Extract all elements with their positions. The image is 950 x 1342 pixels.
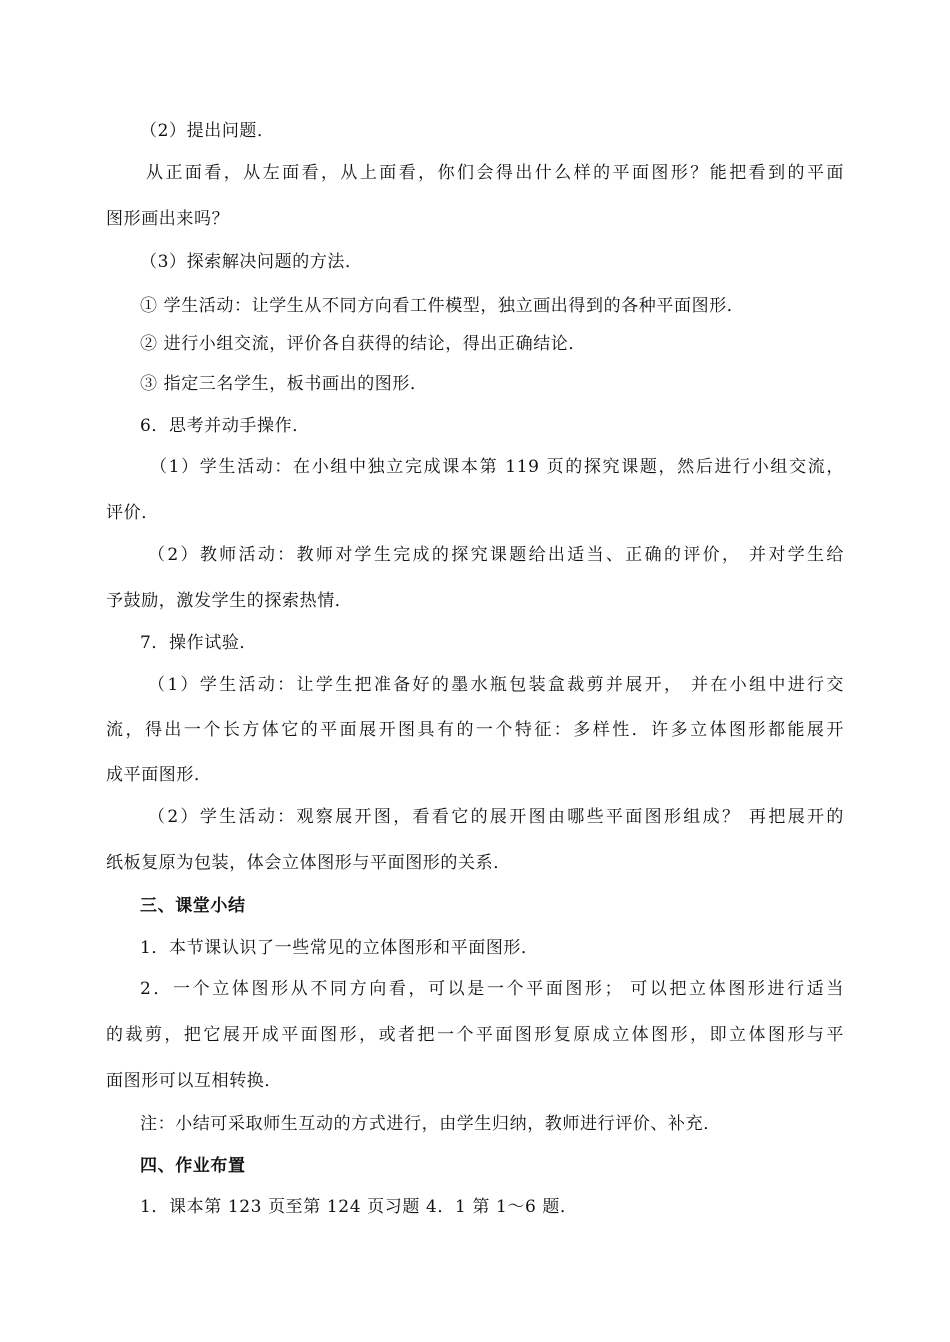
item-6-2-line-2: 予鼓励，激发学生的探索热情．: [106, 591, 353, 611]
summary-item-1: 1．本节课认识了一些常见的立体图形和平面图形．: [140, 938, 539, 958]
step-1-line: ① 学生活动：让学生从不同方向看工件模型，独立画出得到的各种平面图形．: [140, 296, 745, 316]
step-3-line: ③ 指定三名学生，板书画出的图形．: [140, 374, 428, 394]
item-6-2-line-1: （2）教师活动：教师对学生完成的探究课题给出适当、正确的评价， 并对学生给: [148, 545, 844, 565]
question-line-2: 图形画出来吗？: [106, 209, 230, 229]
item-7-1-line-1: （1）学生活动：让学生把准备好的墨水瓶包装盒裁剪并展开， 并在小组中进行交: [148, 675, 844, 695]
para-2-heading: （2）提出问题．: [140, 121, 275, 141]
summary-note: 注：小结可采取师生互动的方式进行，由学生归纳，教师进行评价、补充．: [140, 1114, 721, 1134]
section-7-heading: 7．操作试验．: [140, 633, 258, 653]
summary-item-2-line-3: 面图形可以互相转换．: [106, 1071, 282, 1091]
para-3-heading: （3）探索解决问题的方法．: [140, 252, 363, 272]
step-2-line: ② 进行小组交流，评价各自获得的结论，得出正确结论．: [140, 334, 587, 354]
item-7-2-line-2: 纸板复原为包装，体会立体图形与平面图形的关系．: [106, 853, 511, 873]
summary-heading: 三、课堂小结: [140, 896, 246, 916]
section-6-heading: 6．思考并动手操作．: [140, 416, 310, 436]
item-7-1-line-3: 成平面图形．: [106, 765, 212, 785]
item-6-1-line-2: 评价．: [106, 503, 159, 523]
homework-item-1: 1．课本第 123 页至第 124 页习题 4．1 第 1～6 题．: [140, 1197, 578, 1217]
item-7-1-line-2: 流，得出一个长方体它的平面展开图具有的一个特征：多样性．许多立体图形都能展开: [106, 720, 844, 740]
item-7-2-line-1: （2）学生活动：观察展开图，看看它的展开图由哪些平面图形组成？ 再把展开的: [148, 807, 844, 827]
homework-heading: 四、作业布置: [140, 1156, 246, 1176]
summary-item-2-line-2: 的裁剪，把它展开成平面图形，或者把一个平面图形复原成立体图形，即立体图形与平: [106, 1025, 844, 1045]
question-line-1: 从正面看，从左面看，从上面看，你们会得出什么样的平面图形？能把看到的平面: [146, 163, 844, 183]
item-6-1-line-1: （1）学生活动：在小组中独立完成课本第 119 页的探究课题，然后进行小组交流，: [150, 457, 844, 477]
summary-item-2-line-1: 2．一个立体图形从不同方向看，可以是一个平面图形； 可以把立体图形进行适当: [140, 979, 844, 999]
